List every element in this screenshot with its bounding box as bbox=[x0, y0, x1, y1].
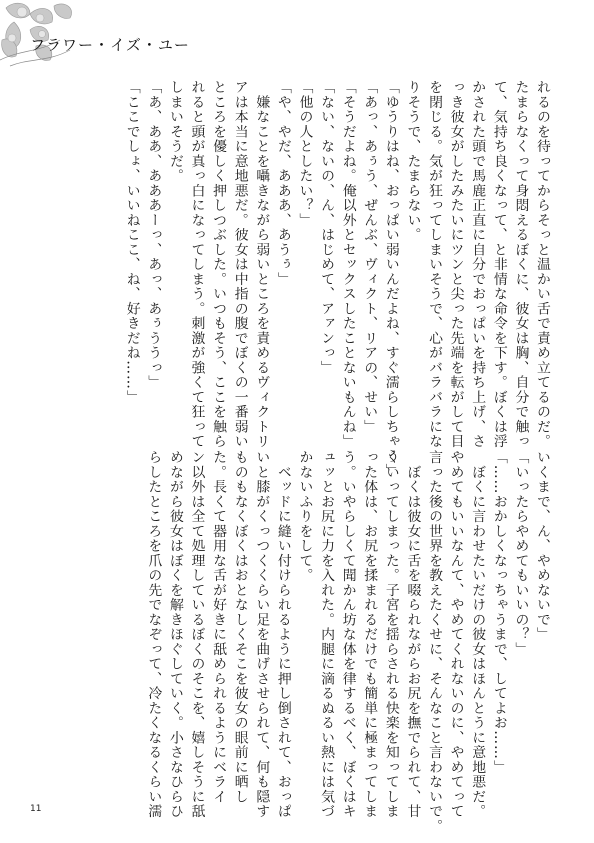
text-block-upper bbox=[82, 80, 552, 479]
text-line: たまらなくって身悶えるぼくに、彼女は胸、自分で触っ bbox=[512, 80, 529, 449]
page-number: 11 bbox=[30, 804, 42, 814]
text-line: めながら彼女はぼくを解きほぐしていく。小さなひらひ bbox=[166, 450, 183, 819]
running-header-title: フラワー・イズ・ユー bbox=[30, 36, 190, 54]
text-line: しまいそうだ。 bbox=[166, 80, 183, 184]
text-line: た。長くて器用な舌が好きに舐められるようにベライ bbox=[210, 450, 227, 804]
text-line: アは本当に意地悪だ。彼女は中指の腹でぼくの一番弱い bbox=[231, 80, 248, 449]
text-line: 「ない、ないの、ん、はじめて、アァンっ」 bbox=[318, 80, 335, 375]
text-line: れるのを待ってからそっと温かい舌で責め立てるのだ。 bbox=[534, 80, 550, 449]
text-line: った体は、お尻を揉まれるだけでも簡単に極まってしま bbox=[361, 450, 378, 819]
text-line: かないふりをして。 bbox=[296, 450, 313, 583]
text-block-lower bbox=[82, 450, 552, 834]
text-line: ベッドに縫い付けられるように押し倒されて、おっぱ bbox=[274, 450, 291, 819]
text-line: っき彼女がしたみたいにツンと尖った先端を転がして目 bbox=[447, 80, 464, 449]
text-line: て、気持ち良くなって、と非情な命令を下す。ぼくは浮 bbox=[490, 80, 507, 449]
text-line: れると頭が真っ白になってしまう。刺激が強くて狂って bbox=[188, 80, 205, 449]
text-line: 「そうだよね。俺以外とセックスしたことないもんね」 bbox=[339, 80, 356, 449]
text-line: いくまで、ん、やめないで」 bbox=[534, 450, 550, 642]
text-line: くいってしまった。子宮を揺らされる快楽を知ってしま bbox=[382, 450, 399, 819]
text-line: 「ここでしょ、いいねここ、ね、好きだね……」 bbox=[123, 80, 140, 405]
text-line: ぼくは彼女に舌を啜られながらお尻を撫でられて、甘 bbox=[404, 450, 421, 819]
text-line: らしたところを爪の先でなぞって、冷たくなるくらい濡 bbox=[145, 450, 162, 819]
text-line: かされた頭で馬鹿正直に自分でおっぱいを持ち上げ、さ bbox=[469, 80, 486, 449]
text-line: 「いったらやめてもいいの？」 bbox=[512, 450, 529, 657]
text-line: りそうで、たまらない。 bbox=[404, 80, 421, 243]
text-line: 「や、やだ、あああ、あうぅ」 bbox=[274, 80, 291, 287]
text-line: う。いやらしくて聞かん坊な体を律するべく、ぼくはキ bbox=[339, 450, 356, 819]
text-line: 「ゆうりはね、おっぱい弱いんだよね、すぐ濡らしちゃう」 bbox=[382, 80, 399, 479]
text-line: 「……おかしくなっちゃうまで、してよお……」 bbox=[490, 450, 507, 775]
text-line: ュッとお尻に力を入れた。内腿に滴るぬるい熱には気づ bbox=[318, 450, 335, 819]
text-line: いと膝がくっつくくらい足を曲げさせられて、何も隠す bbox=[253, 450, 270, 819]
text-line: 「あ、ああ、あああーっ、あっ、あぅううっ」 bbox=[145, 80, 162, 390]
text-line: 「あっ、あぅう、ぜんぶ、ヴィクト、リアの、せい」 bbox=[361, 80, 378, 434]
text-line: 「他の人としたい？」 bbox=[296, 80, 313, 228]
page-header bbox=[0, 0, 260, 70]
text-line: 嫌なことを囁きながら弱いところを責めるヴィクトリ bbox=[253, 80, 270, 449]
text-line: を閉じる。気が狂ってしまいそうで、心がバラバラにな bbox=[426, 80, 443, 449]
text-line: ところを優しく押しつぶした。いつもそう、ここを触ら bbox=[210, 80, 227, 449]
text-line: やめてもいいなんて、やめてくれないのに、やめてって bbox=[447, 450, 464, 819]
text-line: 言った後の世界を教えたくせに、そんなこと言わないで。 bbox=[426, 450, 443, 834]
text-line: ン以外は全て処理しているぼくのそこを、嬉しそうに舐 bbox=[188, 450, 205, 819]
text-line: ぼくに言わせたいだけの彼女はほんとうに意地悪だ。 bbox=[469, 450, 486, 819]
text-line: ものもなくぼくはおとなしくそこを彼女の眼前に晒し bbox=[231, 450, 248, 804]
